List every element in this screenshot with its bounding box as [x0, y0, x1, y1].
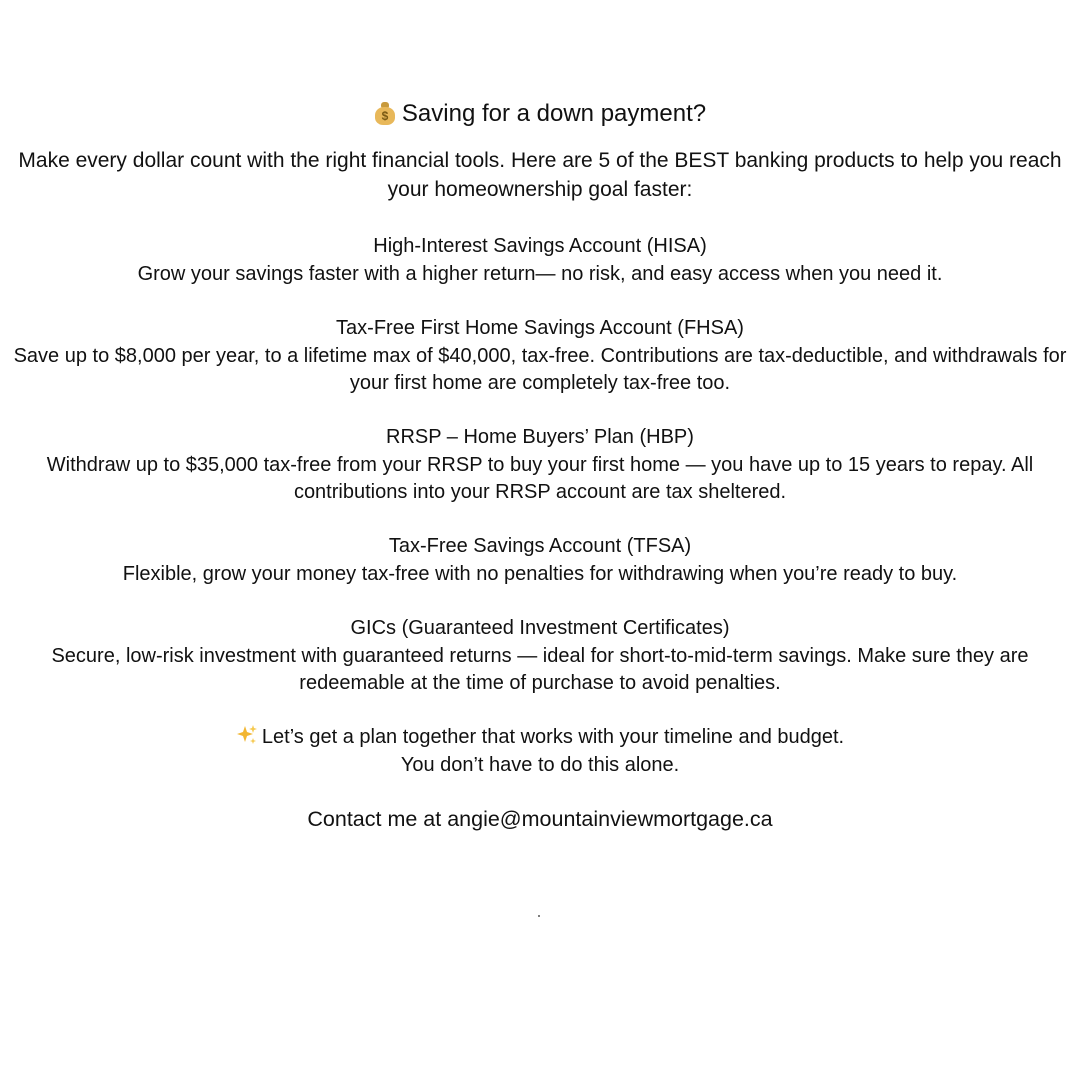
decorative-dot — [538, 915, 540, 917]
contact-line: Contact me at angie@mountainviewmortgage.ca — [307, 807, 773, 831]
product-description: Grow your savings faster with a higher return— no risk, and easy access when you need it. — [137, 262, 943, 285]
product-description: Secure, low-risk investment with guaranteed returns — ideal for short-to-mid-term savings. Make sure they are redeemable at the time of purchase to avoid penalties. — [51, 644, 1029, 694]
product-description: Save up to $8,000 per year, to a lifetime max of $40,000, tax-free. Contributions are tax-deductible, and withdrawals for your first home are completely tax-free too. — [13, 344, 1067, 394]
closing-line-2: You don’t have to do this alone. — [400, 753, 680, 776]
product-rrsp-hbp — [0, 424, 1080, 507]
product-name: Tax-Free Savings Account (TFSA) — [388, 535, 692, 557]
sparkles-icon — [236, 724, 258, 746]
post-title-text: Saving for a down payment? — [401, 100, 707, 127]
product-tfsa — [0, 533, 1080, 588]
money-bag-icon: $ — [374, 102, 396, 126]
product-gics — [0, 615, 1080, 698]
closing-line-1 — [0, 724, 1080, 752]
product-fhsa — [0, 315, 1080, 398]
product-name: GICs (Guaranteed Investment Certificates) — [350, 617, 730, 639]
product-name: High-Interest Savings Account (HISA) — [373, 235, 707, 257]
closing-line-1-text: Let’s get a plan together that works with your timeline and budget. — [261, 726, 845, 748]
product-description: Withdraw up to $35,000 tax-free from your RRSP to buy your first home — you have up to 15 years to repay. All contributions into your RRSP account are tax sheltered. — [46, 453, 1034, 503]
product-description: Flexible, grow your money tax-free with no penalties for withdrawing when you’re ready to buy. — [122, 562, 958, 585]
post-title — [0, 97, 1080, 131]
product-name: RRSP – Home Buyers’ Plan (HBP) — [386, 426, 694, 448]
product-hisa — [0, 233, 1080, 288]
intro-paragraph: Make every dollar count with the right financial tools. Here are 5 of the BEST banking products to help you reach your homeownership goal faster: — [18, 149, 1062, 201]
closing-message — [0, 724, 1080, 779]
product-name: Tax-Free First Home Savings Account (FHSA) — [336, 317, 744, 339]
